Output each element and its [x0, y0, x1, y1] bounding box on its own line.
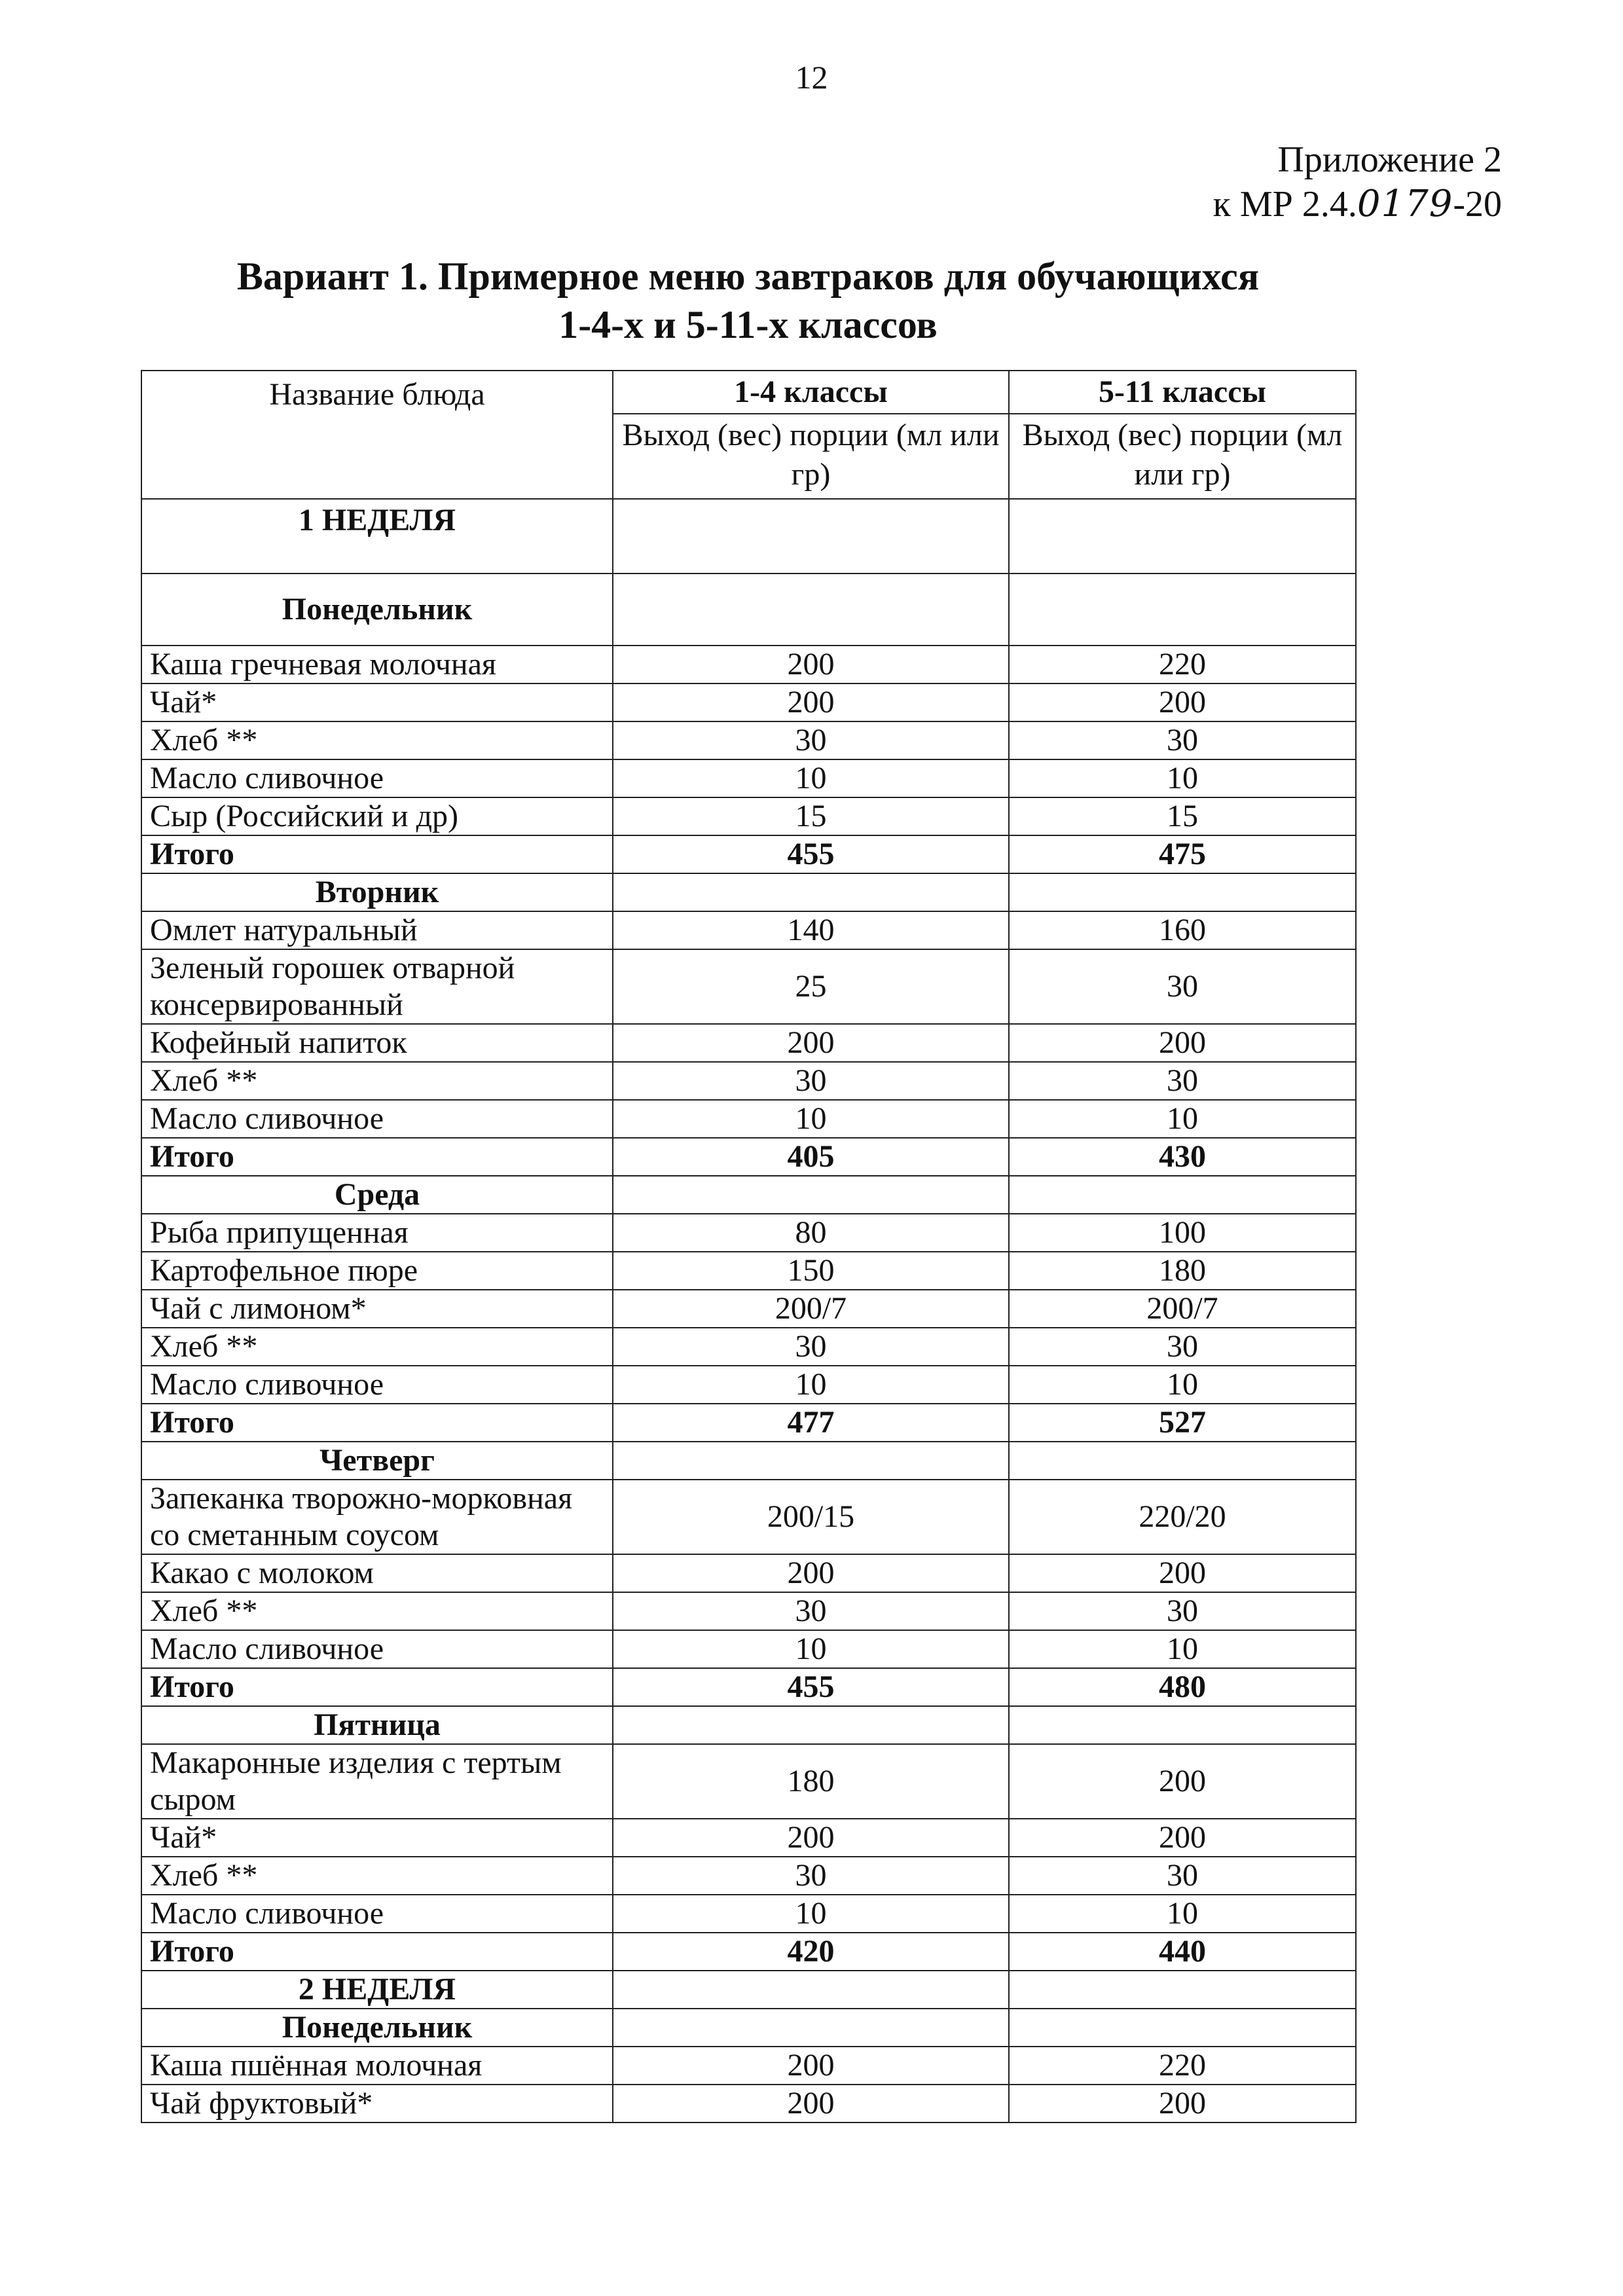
yield-grades-1-4: 80 — [613, 1214, 1009, 1252]
yield-grades-5-11: 100 — [1009, 1214, 1356, 1252]
yield-grades-5-11: 200 — [1009, 1554, 1356, 1592]
dish-name: Чай* — [141, 1819, 613, 1857]
yield-grades-5-11: 15 — [1009, 797, 1356, 835]
empty-cell — [1009, 574, 1356, 646]
day-header-row — [141, 1706, 1356, 1744]
yield-grades-1-4: 10 — [613, 1895, 1009, 1933]
yield-grades-5-11: 30 — [1009, 1857, 1356, 1895]
dish-row — [141, 1554, 1356, 1592]
yield-grades-5-11: 475 — [1009, 835, 1356, 873]
yield-grades-1-4: 420 — [613, 1933, 1009, 1971]
yield-grades-5-11: 200 — [1009, 683, 1356, 721]
yield-grades-5-11: 10 — [1009, 1366, 1356, 1404]
appendix-reference — [1213, 137, 1502, 227]
dish-row — [141, 721, 1356, 759]
page-number: 12 — [795, 59, 828, 96]
dish-row — [141, 759, 1356, 797]
empty-cell — [613, 574, 1009, 646]
yield-grades-5-11: 10 — [1009, 759, 1356, 797]
dish-name: Запеканка творожно-морковная со сметанным соусом — [141, 1480, 613, 1554]
yield-grades-5-11: 220/20 — [1009, 1480, 1356, 1554]
yield-grades-1-4: 30 — [613, 1857, 1009, 1895]
yield-grades-5-11: 160 — [1009, 911, 1356, 949]
week-header-row — [141, 1971, 1356, 2009]
dish-name: Масло сливочное — [141, 1630, 613, 1668]
yield-grades-5-11: 200 — [1009, 2085, 1356, 2123]
yield-grades-1-4: 10 — [613, 759, 1009, 797]
dish-name: Хлеб ** — [141, 1062, 613, 1100]
total-label: Итого — [141, 1404, 613, 1442]
dish-name: Каша гречневая молочная — [141, 646, 613, 683]
yield-grades-1-4: 140 — [613, 911, 1009, 949]
day-label: Среда — [141, 1176, 613, 1214]
dish-name: Макаронные изделия с тертым сыром — [141, 1744, 613, 1819]
yield-grades-5-11: 200 — [1009, 1819, 1356, 1857]
dish-row — [141, 1024, 1356, 1062]
empty-cell — [613, 873, 1009, 911]
yield-grades-1-4: 455 — [613, 835, 1009, 873]
dish-name: Сыр (Российский и др) — [141, 797, 613, 835]
yield-grades-5-11: 30 — [1009, 949, 1356, 1024]
empty-cell — [613, 1442, 1009, 1480]
yield-grades-1-4: 10 — [613, 1100, 1009, 1138]
week-header-row — [141, 499, 1356, 574]
header-grades-5-11 — [1009, 371, 1356, 499]
yield-grades-1-4: 30 — [613, 1328, 1009, 1366]
appendix-line-2 — [1213, 182, 1502, 227]
header-yield-5-11: Выход (вес) порции (мл или гр) — [1022, 418, 1343, 492]
yield-grades-1-4: 200 — [613, 1819, 1009, 1857]
dish-row — [141, 1100, 1356, 1138]
dish-name: Масло сливочное — [141, 1100, 613, 1138]
dish-row — [141, 646, 1356, 683]
yield-grades-5-11: 180 — [1009, 1252, 1356, 1290]
empty-cell — [1009, 1971, 1356, 2009]
empty-cell — [613, 1971, 1009, 2009]
yield-grades-5-11: 200/7 — [1009, 1290, 1356, 1328]
dish-row — [141, 1895, 1356, 1933]
total-label: Итого — [141, 1933, 613, 1971]
dish-name: Чай фруктовый* — [141, 2085, 613, 2123]
handwritten-number: 0179 — [1357, 183, 1453, 225]
total-label: Итого — [141, 1668, 613, 1706]
yield-grades-5-11: 200 — [1009, 1744, 1356, 1819]
yield-grades-1-4: 200 — [613, 1554, 1009, 1592]
yield-grades-5-11: 480 — [1009, 1668, 1356, 1706]
appendix-line-1: Приложение 2 — [1277, 139, 1502, 180]
dish-row — [141, 1819, 1356, 1857]
day-label: Четверг — [141, 1442, 613, 1480]
dish-row — [141, 1744, 1356, 1819]
yield-grades-1-4: 25 — [613, 949, 1009, 1024]
yield-grades-5-11: 430 — [1009, 1138, 1356, 1176]
yield-grades-1-4: 200 — [613, 1024, 1009, 1062]
day-label: Понедельник — [141, 574, 613, 646]
yield-grades-1-4: 150 — [613, 1252, 1009, 1290]
day-label: Понедельник — [141, 2009, 613, 2047]
total-row — [141, 1933, 1356, 1971]
yield-grades-5-11: 10 — [1009, 1630, 1356, 1668]
empty-cell — [1009, 873, 1356, 911]
total-row — [141, 1668, 1356, 1706]
dish-row — [141, 911, 1356, 949]
total-label: Итого — [141, 1138, 613, 1176]
yield-grades-5-11: 220 — [1009, 2047, 1356, 2085]
empty-cell — [1009, 2009, 1356, 2047]
yield-grades-1-4: 405 — [613, 1138, 1009, 1176]
yield-grades-5-11: 30 — [1009, 721, 1356, 759]
yield-grades-5-11: 30 — [1009, 1328, 1356, 1366]
yield-grades-5-11: 200 — [1009, 1024, 1356, 1062]
dish-row — [141, 1062, 1356, 1100]
day-label: Вторник — [141, 873, 613, 911]
appendix-suffix: -20 — [1453, 184, 1502, 225]
yield-grades-1-4: 200 — [613, 646, 1009, 683]
dish-name: Кофейный напиток — [141, 1024, 613, 1062]
dish-name: Хлеб ** — [141, 1592, 613, 1630]
day-header-row — [141, 1176, 1356, 1214]
dish-name: Омлет натуральный — [141, 911, 613, 949]
yield-grades-1-4: 30 — [613, 1062, 1009, 1100]
empty-cell — [1009, 499, 1356, 574]
empty-cell — [1009, 1442, 1356, 1480]
yield-grades-1-4: 30 — [613, 1592, 1009, 1630]
yield-grades-1-4: 180 — [613, 1744, 1009, 1819]
day-header-row — [141, 1442, 1356, 1480]
dish-name: Картофельное пюре — [141, 1252, 613, 1290]
day-label: Пятница — [141, 1706, 613, 1744]
dish-row — [141, 2085, 1356, 2123]
day-header-row — [141, 873, 1356, 911]
dish-row — [141, 949, 1356, 1024]
header-yield-1-4: Выход (вес) порции (мл или гр) — [622, 418, 1000, 492]
dish-name: Чай с лимоном* — [141, 1290, 613, 1328]
dish-name: Какао с молоком — [141, 1554, 613, 1592]
table-header-row — [141, 371, 1356, 499]
empty-cell — [613, 2009, 1009, 2047]
week-label: 1 НЕДЕЛЯ — [141, 499, 613, 574]
dish-row — [141, 1214, 1356, 1252]
yield-grades-5-11: 10 — [1009, 1895, 1356, 1933]
dish-row — [141, 1252, 1356, 1290]
breakfast-menu-table — [141, 370, 1357, 2123]
header-grades-1-4 — [613, 371, 1009, 499]
title-line-1: Вариант 1. Примерное меню завтраков для обучающихся — [236, 255, 1260, 298]
total-label: Итого — [141, 835, 613, 873]
appendix-prefix: к МР 2.4. — [1213, 184, 1357, 225]
empty-cell — [1009, 1176, 1356, 1214]
day-header-row — [141, 574, 1356, 646]
dish-row — [141, 683, 1356, 721]
yield-grades-5-11: 10 — [1009, 1100, 1356, 1138]
yield-grades-1-4: 30 — [613, 721, 1009, 759]
day-header-row — [141, 2009, 1356, 2047]
empty-cell — [613, 1176, 1009, 1214]
dish-name: Масло сливочное — [141, 759, 613, 797]
week-label: 2 НЕДЕЛЯ — [141, 1971, 613, 2009]
header-grade-5-11-label: 5-11 классы — [1010, 371, 1355, 414]
title-line-2: 1-4-х и 5-11-х классов — [558, 303, 938, 346]
dish-name: Каша пшённая молочная — [141, 2047, 613, 2085]
yield-grades-5-11: 30 — [1009, 1592, 1356, 1630]
total-row — [141, 1138, 1356, 1176]
dish-row — [141, 2047, 1356, 2085]
empty-cell — [613, 1706, 1009, 1744]
header-dish-name: Название блюда — [141, 371, 613, 499]
yield-grades-1-4: 200 — [613, 2085, 1009, 2123]
document-title — [141, 252, 1355, 349]
yield-grades-1-4: 477 — [613, 1404, 1009, 1442]
header-grade-1-4-label: 1-4 классы — [613, 371, 1008, 414]
yield-grades-1-4: 10 — [613, 1366, 1009, 1404]
dish-name: Рыба припущенная — [141, 1214, 613, 1252]
dish-row — [141, 797, 1356, 835]
empty-cell — [613, 499, 1009, 574]
yield-grades-5-11: 440 — [1009, 1933, 1356, 1971]
yield-grades-5-11: 220 — [1009, 646, 1356, 683]
dish-row — [141, 1592, 1356, 1630]
empty-cell — [1009, 1706, 1356, 1744]
dish-name: Хлеб ** — [141, 1328, 613, 1366]
dish-name: Хлеб ** — [141, 1857, 613, 1895]
dish-name: Чай* — [141, 683, 613, 721]
yield-grades-1-4: 15 — [613, 797, 1009, 835]
dish-row — [141, 1480, 1356, 1554]
yield-grades-1-4: 200/7 — [613, 1290, 1009, 1328]
dish-name: Зеленый горошек отварной консервированный — [141, 949, 613, 1024]
dish-row — [141, 1630, 1356, 1668]
yield-grades-1-4: 200 — [613, 2047, 1009, 2085]
total-row — [141, 835, 1356, 873]
dish-row — [141, 1366, 1356, 1404]
yield-grades-5-11: 30 — [1009, 1062, 1356, 1100]
dish-name: Масло сливочное — [141, 1366, 613, 1404]
dish-row — [141, 1290, 1356, 1328]
yield-grades-1-4: 455 — [613, 1668, 1009, 1706]
yield-grades-5-11: 527 — [1009, 1404, 1356, 1442]
yield-grades-1-4: 200/15 — [613, 1480, 1009, 1554]
dish-row — [141, 1857, 1356, 1895]
total-row — [141, 1404, 1356, 1442]
dish-name: Масло сливочное — [141, 1895, 613, 1933]
dish-name: Хлеб ** — [141, 721, 613, 759]
dish-row — [141, 1328, 1356, 1366]
yield-grades-1-4: 10 — [613, 1630, 1009, 1668]
yield-grades-1-4: 200 — [613, 683, 1009, 721]
